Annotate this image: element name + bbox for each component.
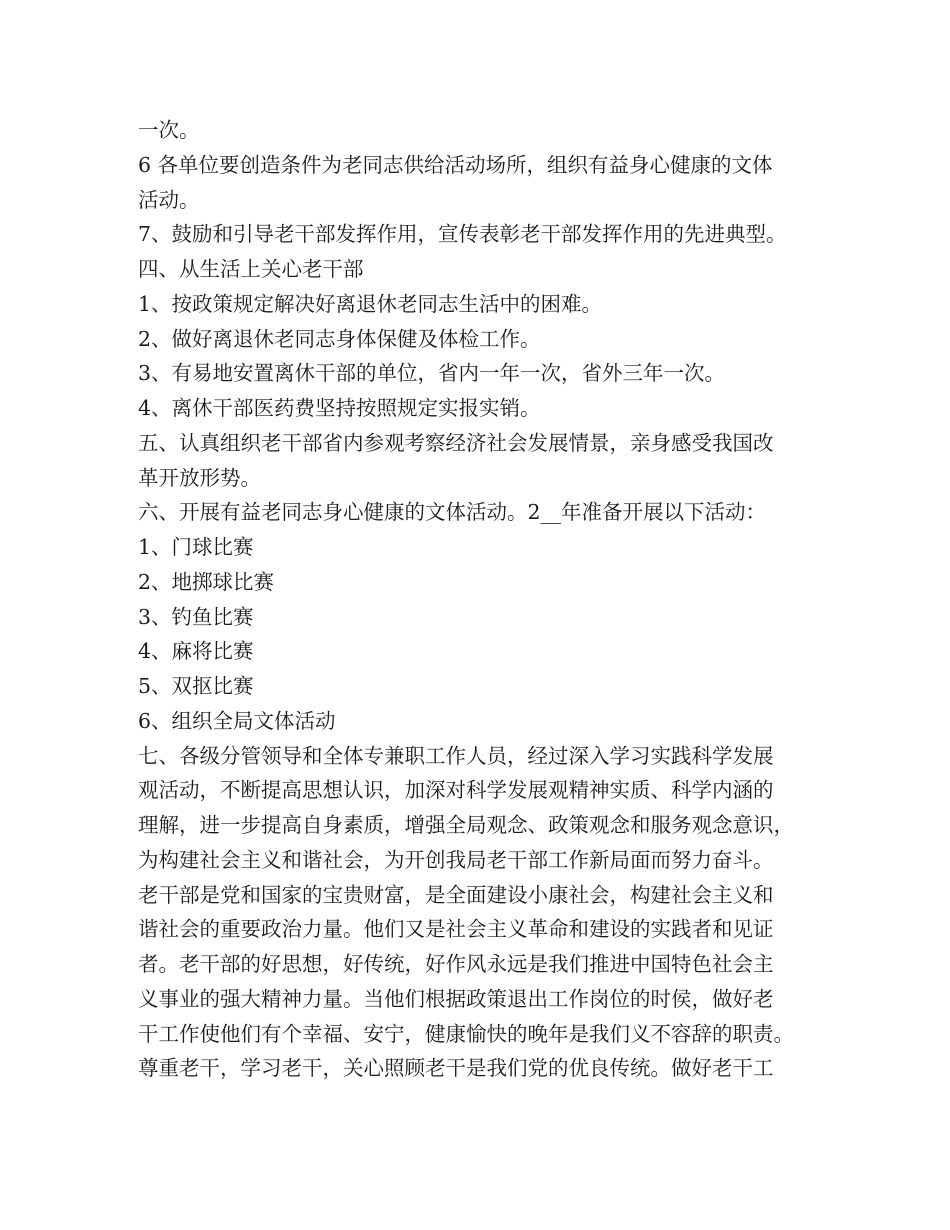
text-line: 7、鼓励和引导老干部发挥作用，宣传表彰老干部发挥作用的先进典型。 xyxy=(138,222,787,247)
list-item: 4、麻将比赛 xyxy=(138,639,254,664)
text-line: 五、认真组织老干部省内参观考察经济社会发展情景，亲身感受我国改 xyxy=(138,430,774,455)
text-line: 者。老干部的好思想，好传统，好作风永远是我们推进中国特色社会主 xyxy=(138,952,774,976)
list-item: 2、地掷球比赛 xyxy=(138,569,275,594)
text-line: 义事业的强大精神力量。当他们根据政策退出工作岗位的时侯，做好老 xyxy=(138,986,774,1011)
text-line: 活动。 xyxy=(138,187,200,212)
text-line: 谐社会的重要政治力量。他们又是社会主义革命和建设的实践者和见证 xyxy=(138,917,774,942)
text-line: 尊重老干，学习老干，关心照顾老干是我们党的优良传统。做好老干工 xyxy=(138,1056,774,1081)
text-line: 观活动，不断提高思想认识，加深对科学发展观精神实质、科学内涵的 xyxy=(138,778,774,803)
list-item: 5、双抠比赛 xyxy=(138,674,254,698)
text-line: 理解，进一步提高自身素质，增强全局观念、政策观念和服务观念意识， xyxy=(138,813,794,837)
text-line: 一次。 xyxy=(138,118,200,142)
list-item: 1、门球比赛 xyxy=(138,535,254,559)
text-line: 4、离休干部医药费坚持按照规定实报实销。 xyxy=(138,396,541,420)
text-line: 革开放形势。 xyxy=(138,465,261,490)
text-line: 3、有易地安置离休干部的单位，省内一年一次，省外三年一次。 xyxy=(138,361,726,386)
list-item: 6、组织全局文体活动 xyxy=(138,708,336,733)
text-line: 六、开展有益老同志身心健康的文体活动。2__年准备开展以下活动： xyxy=(138,500,767,525)
text-line: 为构建社会主义和谐社会，为开创我局老干部工作新局面而努力奋斗。 xyxy=(138,847,774,872)
section-heading: 四、从生活上关心老干部 xyxy=(138,257,364,281)
text-line: 2、做好离退休老同志身体保健及体检工作。 xyxy=(138,326,541,351)
text-line: 6 各单位要创造条件为老同志供给活动场所，组织有益身心健康的文体 xyxy=(138,152,773,177)
text-line: 干工作使他们有个幸福、安宁，健康愉快的晚年是我们义不容辞的职责。 xyxy=(138,1021,794,1046)
list-item: 3、钓鱼比赛 xyxy=(138,604,254,629)
text-line: 七、各级分管领导和全体专兼职工作人员，经过深入学习实践科学发展 xyxy=(138,743,774,768)
text-line: 老干部是党和国家的宝贵财富，是全面建设小康社会，构建社会主义和 xyxy=(138,882,774,907)
text-line: 1、按政策规定解决好离退休老同志生活中的困难。 xyxy=(138,291,603,316)
document-body xyxy=(138,113,828,1086)
